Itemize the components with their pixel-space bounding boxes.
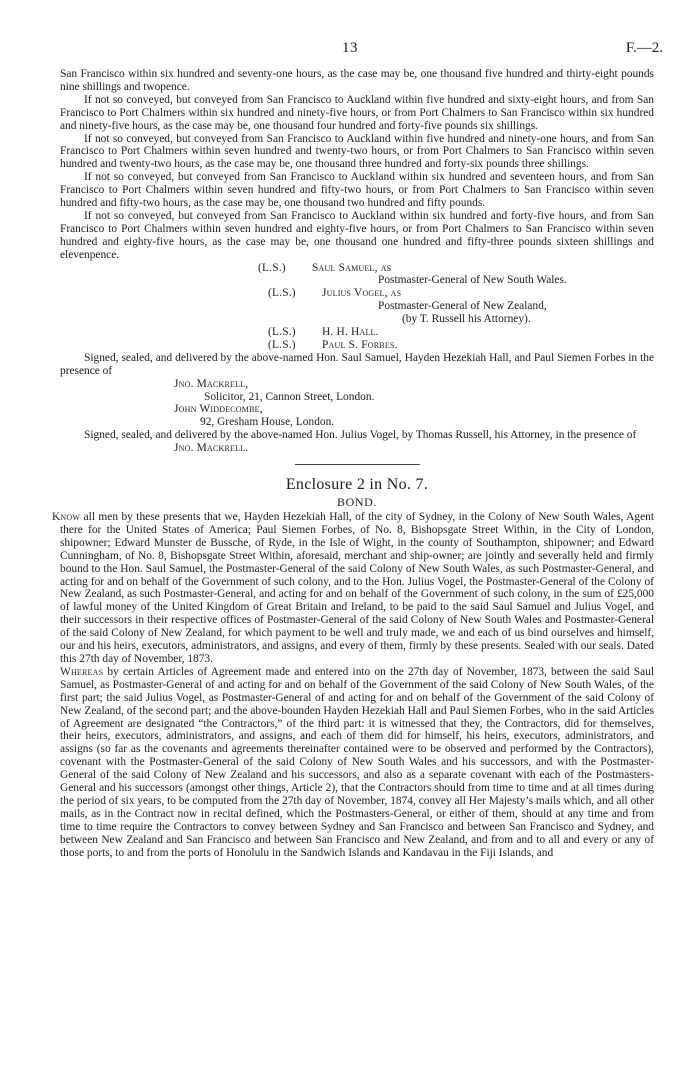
bond-whereas-word: Whereas [60, 665, 104, 678]
signatory-title: Postmaster-General of New South Wales. [378, 274, 567, 287]
enclosure-title: Enclosure 2 in No. 7. [285, 476, 429, 493]
page-number: 13 [342, 40, 358, 56]
seal-mark: (L.S.) [268, 326, 296, 339]
witness-clause: Signed, sealed, and delivered by the above-named Hon. Julius Vogel, by Thomas Russell, his Attorney, in the presence of [84, 429, 637, 442]
page-header [0, 40, 700, 58]
witness-name: Jno. Mackrell. [174, 442, 249, 455]
rate-paragraph: San Francisco within six hundred and seventy-one hours, as the case may be, one thousand five hundred and thirty-eight pounds nine shillings and twopence. [60, 68, 654, 93]
section-divider [295, 464, 420, 465]
rate-paragraph: If not so conveyed, but conveyed from San Francisco to Auckland within five hundred and sixty-eight hours, and from San Francisco to Port Chalmers within six hundred and ninety-five hours, or from Port Chalmers to San Francisco within six hundred and ninety-five hours, as the case may be, one thousand four hundred and forty-five pounds six shillings. [60, 93, 654, 132]
seal-mark: (L.S.) [268, 338, 296, 351]
bond-whereas-text: by certain Articles of Agreement made and entered into on the 27th day of November, 1873, between the said Saul Samuel, as Postmaster-General of and acting for and on behalf of the Government of the said Colony of New South Wales, of the first part; the said Julius Vogel, as Postmaster-General of and acting for and on behalf of the Government of the said Colony of New Zealand, of the second part; and the above-bounden Hayden Hezekiah Hall and Paul Siemen Forbes, who in the said Articles of Agreement are designated “the Contractors,” of the third part: it is witnessed that they, the Contractors, did for themselves, their heirs, executors, administrators, and assigns, and each of them did for himself, his heirs, executors, administrators, and assigns (so far as the covenants and agreements thereinafter contained were to be observed and performed by the Contractors), covenant with the Postmaster-General of the said Colony of New South Wales and his successors, and with the Postmaster-General of the said Colony of New Zealand and his successors, and also as a separate covenant with each of the Postmasters-General and his successors (amongst other things, Article 2), that the Contractors should from time to time and at all times during the period of six years, to be computed from the 27th day of November, 1874, convey all Her Majesty’s mails which, and all other mails, as in the Contract now in recital defined, which the Postmasters-General, or either of them, should at any time and from time to time require the Contractors to convey between Sydney and San Francisco and between San Francisco and Sydney, and between New Zealand and San Francisco and between San Francisco and New Zealand, and from and to all and every or any of those ports, to and from the ports of Honolulu in the Sandwich Islands and Kandavau in the Fiji Islands, and [60, 665, 654, 859]
rate-paragraph: If not so conveyed, but conveyed from San Francisco to Auckland within five hundred and ninety-one hours, and from San Francisco to Port Chalmers within seven hundred and twenty-two hours, or from Port Chalmers to San Francisco within seven hundred and twenty-two hours, as the case may be, one thousand three hundred and forty-six pounds three shillings. [60, 132, 654, 171]
signatory-vogel: Julius Vogel, as [322, 287, 402, 300]
witness-address: 92, Gresham House, London. [200, 416, 335, 429]
bond-heading: BOND. [336, 495, 377, 509]
witness-clause: Signed, sealed, and delivered by the above-named Hon. Saul Samuel, Hayden Hezekiah Hall, and Paul Siemen Forbes in the presence of [60, 351, 654, 377]
witness-name: Jno. Mackrell, [174, 377, 249, 390]
bond-know-word: Know [52, 511, 81, 523]
attorney-note: (by T. Russell his Attorney). [402, 313, 531, 326]
seal-mark: (L.S.) [268, 287, 296, 300]
signatory-samuel: Saul Samuel, as [312, 261, 392, 274]
bond-recital-paragraph [60, 666, 654, 860]
signatory-title: Postmaster-General of New Zealand, [378, 300, 547, 313]
bond-obligation-paragraph [52, 511, 654, 666]
bond-know-text: all men by these presents that we, Hayden Hezekiah Hall, of the city of Sydney, in the Colony of New South Wales, Agent there for the United States of America; Paul Siemen Forbes, of No. 8, Bishopsgate Street Within, in the City of London, shipowner; Edward Munster de Bussche, of Ryde, in the Isle of Wight, in the county of Southampton, shipowner; and Edward Cunningham, of No. 8, Bishopsgate Street Within, aforesaid, merchant and ship-owner; are jointly and severally held and firmly bound to the Hon. Saul Samuel, the Postmaster-General of the said Colony of New South Wales, as such Postmaster-General, and acting for and on behalf of the Government of such colony, and to the Hon. Julius Vogel, the Postmaster-General of the Colony of New Zealand, as such Postmaster-General, and acting for and on behalf of the Government of such colony, in the sum of £25,000 of lawful money of the United Kingdom of Great Britain and Ireland, to be paid to the said Saul Samuel and Julius Vogel, and their successors in their respective offices of Postmaster-General of the said Colony of New South Wales and Postmaster-General of the said Colony of New Zealand, for which payment to be well and truly made, we and each of us bind ourselves and himself, our and his heirs, executors, administrators, and assigns, and every of them, firmly by these presents. Sealed with our seals. Dated this 27th day of November, 1873. [60, 511, 654, 665]
witness-address: Solicitor, 21, Cannon Street, London. [204, 390, 375, 403]
signatory-forbes: Paul S. Forbes. [322, 338, 398, 351]
signatory-hall: H. H. Hall. [322, 326, 379, 339]
document-body [52, 68, 654, 859]
paper-reference: F.—2. [625, 40, 663, 56]
rate-paragraph: If not so conveyed, but conveyed from San Francisco to Auckland within six hundred and forty-five hours, and from San Francisco to Port Chalmers within seven hundred and eighty-five hours, or from Port Chalmers to San Francisco within seven hundred and eighty-five hours, as the case may be, one thousand one hundred and fifty-three pounds sixteen shillings and elevenpence. [60, 209, 654, 261]
seal-mark: (L.S.) [258, 261, 286, 274]
rate-paragraph: If not so conveyed, but conveyed from San Francisco to Auckland within six hundred and seventeen hours, and from San Francisco to Port Chalmers within seven hundred and fifty-two hours, or from Port Chalmers to San Francisco within seven hundred and fifty-two hours, as the case may be, one thousand two hundred and fifty pounds. [60, 171, 654, 210]
signature-block [60, 262, 654, 352]
witness-name: John Widdecombe, [174, 403, 263, 416]
